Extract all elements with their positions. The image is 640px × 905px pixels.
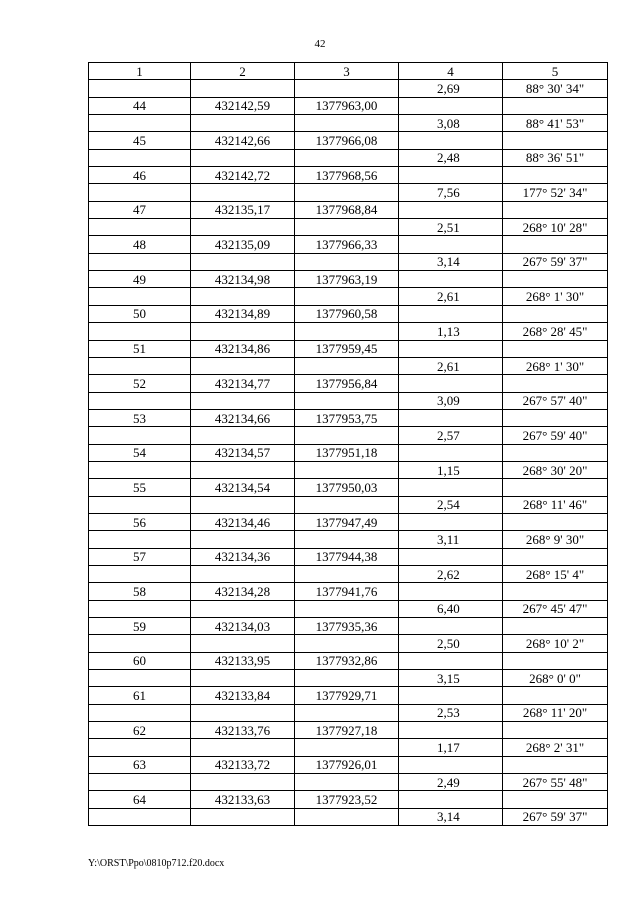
table-cell: 48 bbox=[89, 236, 191, 253]
table-row bbox=[89, 149, 608, 166]
table-cell: 2,49 bbox=[399, 774, 503, 791]
table-cell bbox=[89, 704, 191, 721]
table-cell: 1377927,18 bbox=[295, 722, 399, 739]
column-header: 3 bbox=[295, 63, 399, 80]
table-cell: 54 bbox=[89, 444, 191, 461]
table-cell bbox=[191, 288, 295, 305]
table-cell bbox=[399, 201, 503, 218]
table-cell: 1377968,84 bbox=[295, 201, 399, 218]
table-cell: 61 bbox=[89, 687, 191, 704]
table-row bbox=[89, 305, 608, 322]
table-row bbox=[89, 808, 608, 825]
table-cell bbox=[399, 305, 503, 322]
table-cell: 432134,89 bbox=[191, 305, 295, 322]
table-cell bbox=[503, 201, 608, 218]
table-cell bbox=[89, 739, 191, 756]
table-cell: 1377932,86 bbox=[295, 652, 399, 669]
table-row bbox=[89, 271, 608, 288]
table-cell bbox=[399, 479, 503, 496]
table-cell bbox=[89, 323, 191, 340]
table-cell bbox=[503, 271, 608, 288]
table-cell bbox=[89, 253, 191, 270]
table-cell: 44 bbox=[89, 97, 191, 114]
table-cell: 268° 30' 20" bbox=[503, 461, 608, 478]
table-cell bbox=[295, 670, 399, 687]
table-row bbox=[89, 201, 608, 218]
table-cell bbox=[191, 565, 295, 582]
table-cell bbox=[503, 97, 608, 114]
table-cell bbox=[399, 548, 503, 565]
table-cell bbox=[295, 704, 399, 721]
table-cell: 432134,46 bbox=[191, 513, 295, 530]
table-row bbox=[89, 132, 608, 149]
table-cell bbox=[503, 756, 608, 773]
table-cell bbox=[295, 496, 399, 513]
table-row bbox=[89, 288, 608, 305]
table-cell: 1377935,36 bbox=[295, 618, 399, 635]
table-cell bbox=[399, 236, 503, 253]
table-cell: 62 bbox=[89, 722, 191, 739]
table-cell: 57 bbox=[89, 548, 191, 565]
table-cell: 1377953,75 bbox=[295, 409, 399, 426]
table-row bbox=[89, 531, 608, 548]
table-row bbox=[89, 80, 608, 97]
table-cell bbox=[399, 132, 503, 149]
table-cell bbox=[191, 357, 295, 374]
table-cell: 1377947,49 bbox=[295, 513, 399, 530]
table-cell bbox=[503, 652, 608, 669]
table-cell: 2,54 bbox=[399, 496, 503, 513]
table-cell: 2,57 bbox=[399, 427, 503, 444]
table-row bbox=[89, 253, 608, 270]
table-cell: 432134,03 bbox=[191, 618, 295, 635]
table-cell bbox=[89, 461, 191, 478]
table-cell bbox=[503, 409, 608, 426]
table-cell bbox=[399, 791, 503, 808]
table-row bbox=[89, 618, 608, 635]
table-cell: 268° 0' 0" bbox=[503, 670, 608, 687]
table-row bbox=[89, 652, 608, 669]
table-cell bbox=[191, 427, 295, 444]
table-cell bbox=[295, 774, 399, 791]
table-cell: 432134,28 bbox=[191, 583, 295, 600]
table-cell: 432135,09 bbox=[191, 236, 295, 253]
table-cell: 59 bbox=[89, 618, 191, 635]
table-row bbox=[89, 409, 608, 426]
table-cell bbox=[295, 253, 399, 270]
table-cell: 3,11 bbox=[399, 531, 503, 548]
table-cell: 432134,77 bbox=[191, 375, 295, 392]
table-cell bbox=[503, 583, 608, 600]
table-cell: 268° 9' 30" bbox=[503, 531, 608, 548]
table-cell bbox=[191, 739, 295, 756]
table-cell bbox=[191, 670, 295, 687]
table-header-row bbox=[89, 63, 608, 80]
table-cell: 432133,72 bbox=[191, 756, 295, 773]
table-row bbox=[89, 97, 608, 114]
table-row bbox=[89, 548, 608, 565]
table-body bbox=[89, 80, 608, 826]
table-cell: 47 bbox=[89, 201, 191, 218]
table-cell bbox=[295, 184, 399, 201]
table-cell bbox=[399, 756, 503, 773]
table-cell: 2,61 bbox=[399, 288, 503, 305]
table-cell: 432134,57 bbox=[191, 444, 295, 461]
table-cell: 55 bbox=[89, 479, 191, 496]
table-cell bbox=[89, 219, 191, 236]
table-cell: 88° 30' 34" bbox=[503, 80, 608, 97]
table-cell bbox=[503, 479, 608, 496]
table-cell bbox=[295, 461, 399, 478]
table-cell: 267° 55' 48" bbox=[503, 774, 608, 791]
table-row bbox=[89, 722, 608, 739]
table-cell bbox=[295, 392, 399, 409]
page-number: 42 bbox=[314, 38, 326, 50]
table-cell bbox=[89, 774, 191, 791]
table-cell: 60 bbox=[89, 652, 191, 669]
table-cell bbox=[399, 444, 503, 461]
table-cell bbox=[503, 167, 608, 184]
table-cell: 432133,76 bbox=[191, 722, 295, 739]
table-cell: 268° 1' 30" bbox=[503, 357, 608, 374]
table-cell: 2,51 bbox=[399, 219, 503, 236]
table-cell: 1377929,71 bbox=[295, 687, 399, 704]
table-cell bbox=[295, 80, 399, 97]
table-cell: 268° 11' 46" bbox=[503, 496, 608, 513]
table-cell: 2,69 bbox=[399, 80, 503, 97]
table-cell bbox=[191, 253, 295, 270]
table-cell bbox=[191, 80, 295, 97]
table-cell bbox=[399, 340, 503, 357]
table-cell bbox=[89, 80, 191, 97]
table-cell: 432133,84 bbox=[191, 687, 295, 704]
table-cell bbox=[89, 635, 191, 652]
table-cell: 1377944,38 bbox=[295, 548, 399, 565]
table-cell bbox=[191, 635, 295, 652]
table-cell: 1377941,76 bbox=[295, 583, 399, 600]
table-cell bbox=[89, 808, 191, 825]
table-cell: 432142,72 bbox=[191, 167, 295, 184]
table-cell bbox=[399, 618, 503, 635]
table-cell bbox=[295, 219, 399, 236]
table-cell: 1377926,01 bbox=[295, 756, 399, 773]
table-cell: 88° 41' 53" bbox=[503, 115, 608, 132]
table-cell bbox=[191, 219, 295, 236]
table-cell: 432134,98 bbox=[191, 271, 295, 288]
table-cell: 49 bbox=[89, 271, 191, 288]
table-cell bbox=[295, 149, 399, 166]
table-cell bbox=[295, 288, 399, 305]
table-cell bbox=[191, 149, 295, 166]
column-header: 5 bbox=[503, 63, 608, 80]
table-cell bbox=[295, 323, 399, 340]
table-cell bbox=[89, 670, 191, 687]
table-cell: 1,13 bbox=[399, 323, 503, 340]
table-cell: 52 bbox=[89, 375, 191, 392]
table-cell bbox=[191, 531, 295, 548]
table-row bbox=[89, 496, 608, 513]
table-cell: 1377959,45 bbox=[295, 340, 399, 357]
table-cell: 268° 10' 2" bbox=[503, 635, 608, 652]
table-cell bbox=[503, 687, 608, 704]
table-row bbox=[89, 167, 608, 184]
table-row bbox=[89, 670, 608, 687]
table-row bbox=[89, 236, 608, 253]
table-row bbox=[89, 513, 608, 530]
table-row bbox=[89, 427, 608, 444]
coordinates-table bbox=[88, 62, 608, 826]
table-cell: 1377963,00 bbox=[295, 97, 399, 114]
table-row bbox=[89, 479, 608, 496]
table-cell bbox=[89, 149, 191, 166]
table-cell: 268° 2' 31" bbox=[503, 739, 608, 756]
column-header: 1 bbox=[89, 63, 191, 80]
table-cell bbox=[399, 167, 503, 184]
table-cell: 51 bbox=[89, 340, 191, 357]
table-cell: 432134,54 bbox=[191, 479, 295, 496]
table-cell bbox=[295, 739, 399, 756]
table-cell: 6,40 bbox=[399, 600, 503, 617]
table-cell bbox=[89, 288, 191, 305]
table-cell bbox=[399, 97, 503, 114]
table-cell bbox=[191, 600, 295, 617]
table-cell bbox=[89, 600, 191, 617]
table-cell bbox=[399, 375, 503, 392]
table-cell: 432133,63 bbox=[191, 791, 295, 808]
table-cell: 1377966,33 bbox=[295, 236, 399, 253]
table-cell: 267° 59' 40" bbox=[503, 427, 608, 444]
table-cell: 46 bbox=[89, 167, 191, 184]
table-row bbox=[89, 774, 608, 791]
table-cell: 3,14 bbox=[399, 808, 503, 825]
table-cell: 1377963,19 bbox=[295, 271, 399, 288]
table-cell bbox=[191, 704, 295, 721]
table-cell: 1377956,84 bbox=[295, 375, 399, 392]
table-cell: 268° 10' 28" bbox=[503, 219, 608, 236]
table-cell bbox=[503, 444, 608, 461]
table-cell: 1377951,18 bbox=[295, 444, 399, 461]
file-path-footer: Y:\ORST\Ppo\0810p712.f20.docx bbox=[88, 858, 225, 869]
column-header: 2 bbox=[191, 63, 295, 80]
table-cell: 3,09 bbox=[399, 392, 503, 409]
table-cell bbox=[191, 184, 295, 201]
table-cell bbox=[295, 531, 399, 548]
table-cell: 64 bbox=[89, 791, 191, 808]
table-cell bbox=[295, 565, 399, 582]
table-row bbox=[89, 115, 608, 132]
table-cell: 267° 59' 37" bbox=[503, 253, 608, 270]
table-cell bbox=[399, 687, 503, 704]
table-cell bbox=[191, 808, 295, 825]
table-cell bbox=[89, 357, 191, 374]
table-cell bbox=[89, 531, 191, 548]
table-cell: 2,61 bbox=[399, 357, 503, 374]
table-row bbox=[89, 444, 608, 461]
table-cell: 432134,36 bbox=[191, 548, 295, 565]
table-cell: 1377966,08 bbox=[295, 132, 399, 149]
table-cell bbox=[89, 392, 191, 409]
table-cell: 1377960,58 bbox=[295, 305, 399, 322]
table-cell bbox=[503, 513, 608, 530]
table-row bbox=[89, 756, 608, 773]
table-row bbox=[89, 635, 608, 652]
table-cell: 1,15 bbox=[399, 461, 503, 478]
table-cell bbox=[503, 722, 608, 739]
table-cell: 432134,66 bbox=[191, 409, 295, 426]
table-cell: 45 bbox=[89, 132, 191, 149]
table-cell: 432142,66 bbox=[191, 132, 295, 149]
column-header: 4 bbox=[399, 63, 503, 80]
table-cell: 432133,95 bbox=[191, 652, 295, 669]
table-cell bbox=[503, 548, 608, 565]
table-cell bbox=[503, 375, 608, 392]
table-cell: 7,56 bbox=[399, 184, 503, 201]
table-cell: 432134,86 bbox=[191, 340, 295, 357]
table-cell: 267° 57' 40" bbox=[503, 392, 608, 409]
table-cell bbox=[191, 461, 295, 478]
table-row bbox=[89, 565, 608, 582]
table-cell: 3,14 bbox=[399, 253, 503, 270]
table-row bbox=[89, 739, 608, 756]
table-cell bbox=[89, 184, 191, 201]
table-cell: 58 bbox=[89, 583, 191, 600]
table-cell bbox=[191, 323, 295, 340]
table-cell bbox=[503, 236, 608, 253]
table-cell bbox=[191, 392, 295, 409]
table-cell: 1377923,52 bbox=[295, 791, 399, 808]
table-row bbox=[89, 219, 608, 236]
table-row bbox=[89, 687, 608, 704]
table-row bbox=[89, 184, 608, 201]
table-cell: 3,15 bbox=[399, 670, 503, 687]
table-cell: 2,53 bbox=[399, 704, 503, 721]
table-cell bbox=[503, 132, 608, 149]
table-cell bbox=[503, 618, 608, 635]
table-cell bbox=[295, 115, 399, 132]
table-cell: 268° 11' 20" bbox=[503, 704, 608, 721]
table-cell bbox=[89, 496, 191, 513]
table-cell bbox=[295, 357, 399, 374]
table-cell bbox=[191, 115, 295, 132]
table-cell: 53 bbox=[89, 409, 191, 426]
table-cell bbox=[295, 600, 399, 617]
table-cell: 267° 45' 47" bbox=[503, 600, 608, 617]
table-cell: 432142,59 bbox=[191, 97, 295, 114]
table-cell bbox=[399, 271, 503, 288]
table-cell bbox=[399, 722, 503, 739]
table-row bbox=[89, 340, 608, 357]
table-cell: 2,48 bbox=[399, 149, 503, 166]
table-cell: 268° 28' 45" bbox=[503, 323, 608, 340]
table-row bbox=[89, 357, 608, 374]
table-cell bbox=[399, 409, 503, 426]
table-row bbox=[89, 323, 608, 340]
table-row bbox=[89, 600, 608, 617]
table-cell: 1377950,03 bbox=[295, 479, 399, 496]
table-cell bbox=[295, 427, 399, 444]
table-cell bbox=[89, 427, 191, 444]
table-cell: 3,08 bbox=[399, 115, 503, 132]
table-cell: 2,62 bbox=[399, 565, 503, 582]
table-cell bbox=[503, 305, 608, 322]
table-cell: 267° 59' 37" bbox=[503, 808, 608, 825]
table-row bbox=[89, 461, 608, 478]
table-cell bbox=[89, 565, 191, 582]
table-row bbox=[89, 583, 608, 600]
table-cell bbox=[503, 340, 608, 357]
table-cell: 1377968,56 bbox=[295, 167, 399, 184]
table-cell: 1,17 bbox=[399, 739, 503, 756]
table-cell bbox=[295, 635, 399, 652]
table-cell: 268° 1' 30" bbox=[503, 288, 608, 305]
table-row bbox=[89, 392, 608, 409]
table-cell bbox=[89, 115, 191, 132]
table-cell: 50 bbox=[89, 305, 191, 322]
table-cell: 56 bbox=[89, 513, 191, 530]
table-cell: 268° 15' 4" bbox=[503, 565, 608, 582]
table-cell bbox=[399, 583, 503, 600]
table-cell bbox=[191, 774, 295, 791]
table-cell bbox=[399, 513, 503, 530]
table-cell: 177° 52' 34" bbox=[503, 184, 608, 201]
table-cell bbox=[191, 496, 295, 513]
table-cell: 2,50 bbox=[399, 635, 503, 652]
table-cell: 63 bbox=[89, 756, 191, 773]
table-row bbox=[89, 375, 608, 392]
table-cell bbox=[399, 652, 503, 669]
table-row bbox=[89, 704, 608, 721]
table-cell bbox=[295, 808, 399, 825]
table-cell: 88° 36' 51" bbox=[503, 149, 608, 166]
table-cell bbox=[503, 791, 608, 808]
table-cell: 432135,17 bbox=[191, 201, 295, 218]
table-row bbox=[89, 791, 608, 808]
